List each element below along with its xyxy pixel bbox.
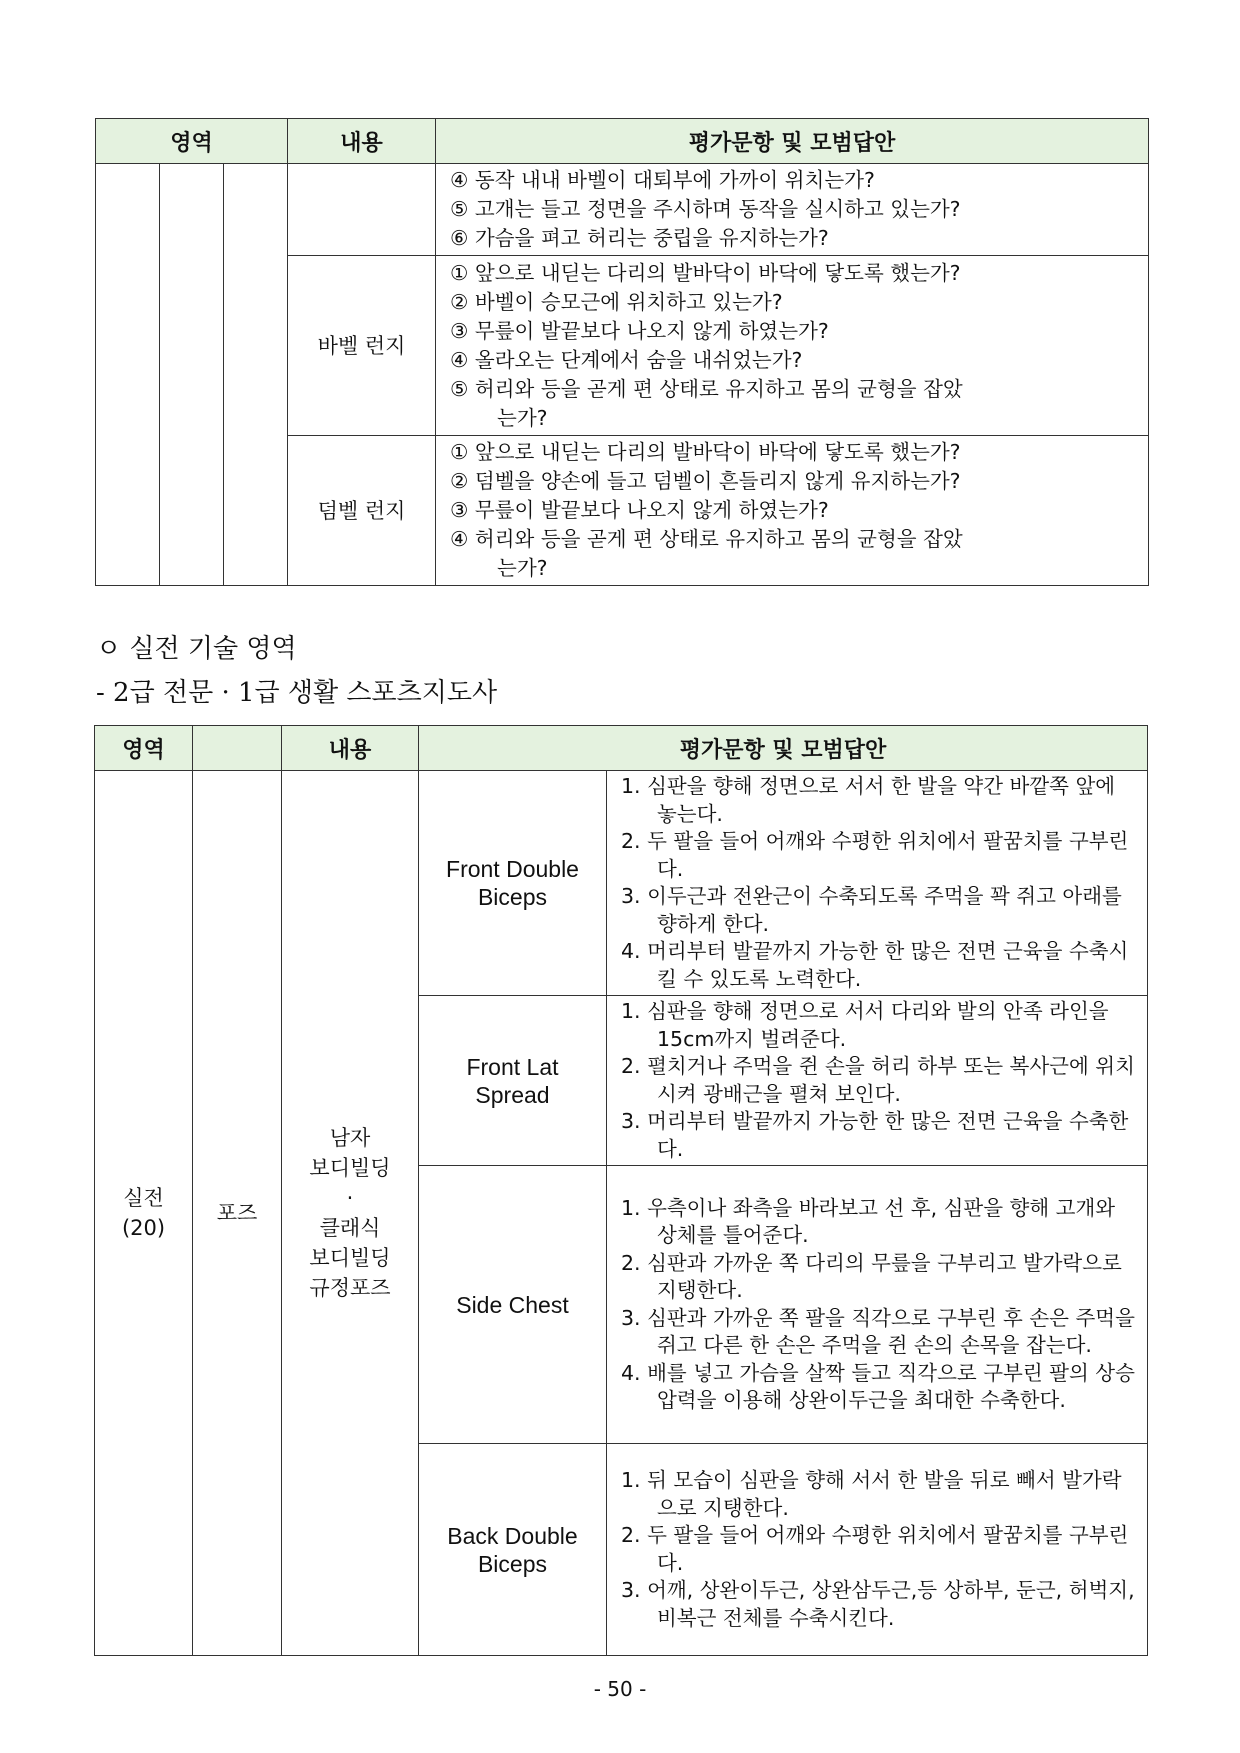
- table-row: [96, 164, 1149, 256]
- table1-area-cell-3: [224, 164, 288, 586]
- area-points: (20): [121, 1216, 166, 1240]
- section-subtitle: - 2급 전문 · 1급 생활 스포츠지도사: [96, 678, 498, 708]
- table1-header-content: 내용: [288, 119, 436, 164]
- area-label: 실전: [123, 1186, 164, 1210]
- list-item: ① 앞으로 내딛는 다리의 발바닥이 바닥에 닿도록 했는가?: [450, 440, 961, 464]
- table2-header-area: 영역: [95, 726, 193, 771]
- list-item: ④ 동작 내내 바벨이 대퇴부에 가까이 위치는가?: [450, 168, 875, 192]
- section-title: ㅇ 실전 기술 영역: [96, 634, 297, 664]
- list-item: 1. 심판을 향해 정면으로 서서 한 발을 약간 바깥쪽 앞에 놓는다.: [621, 774, 1116, 826]
- pose-name-cell: [419, 1166, 607, 1444]
- list-item: ② 덤벨을 양손에 들고 덤벨이 흔들리지 않게 유지하는가?: [450, 469, 961, 493]
- table1-items-cell: [436, 256, 1149, 436]
- pose-name: Front Lat: [466, 1053, 559, 1080]
- pose-name: Spread: [475, 1081, 550, 1108]
- evaluation-table-1: [95, 118, 1149, 586]
- category-cell: 포즈: [193, 771, 282, 1656]
- pose-criteria-cell: [607, 1166, 1148, 1444]
- list-item: ④ 올라오는 단계에서 숨을 내쉬었는가?: [450, 347, 803, 372]
- table1-items-cell: [436, 436, 1149, 586]
- content-cell: [282, 771, 419, 1656]
- table1-header-criteria: 평가문항 및 모범답안: [436, 119, 1149, 164]
- table1-content-cell: 바벨 런지: [288, 256, 436, 436]
- content-line: 보디빌딩: [309, 1156, 391, 1180]
- list-item: ⑥ 가슴을 펴고 허리는 중립을 유지하는가?: [450, 226, 829, 250]
- content-line: 남자: [329, 1126, 371, 1150]
- list-item-continuation: 는가?: [497, 556, 548, 580]
- pose-criteria-cell: [607, 996, 1148, 1166]
- list-item: 1. 뒤 모습이 심판을 향해 서서 한 발을 뒤로 빼서 발가락으로 지탱한다.: [621, 1468, 1122, 1520]
- table2-header-empty: [193, 726, 282, 771]
- content-line: ·: [346, 1186, 354, 1210]
- table2-header-criteria: 평가문항 및 모범답안: [419, 726, 1148, 771]
- list-item: 3. 심판과 가까운 쪽 팔을 직각으로 구부린 후 손은 주먹을 쥐고 다른 한 손은 주먹을 쥔 손의 손목을 잡는다.: [621, 1305, 1135, 1357]
- table1-area-cell-1: [96, 164, 160, 586]
- list-item: 3. 이두근과 전완근이 수축되도록 주먹을 꽉 쥐고 아래를 향하게 한다.: [621, 884, 1122, 936]
- page-number: - 50 -: [593, 1677, 647, 1701]
- list-item: ② 바벨이 승모근에 위치하고 있는가?: [450, 289, 783, 314]
- evaluation-table-2: [94, 725, 1148, 1656]
- table1-area-cell-2: [160, 164, 224, 586]
- list-item: 4. 배를 넣고 가슴을 살짝 들고 직각으로 구부린 팔의 상승 압력을 이용해 상완이두근을 최대한 수축한다.: [621, 1360, 1135, 1412]
- list-item: 2. 심판과 가까운 쪽 다리의 무릎을 구부리고 발가락으로 지탱한다.: [621, 1250, 1122, 1302]
- area-cell: [95, 771, 193, 1656]
- list-item: 1. 심판을 향해 정면으로 서서 다리와 발의 안족 라인을 15cm까지 벌려준다.: [621, 999, 1109, 1051]
- list-item: 2. 두 팔을 들어 어깨와 수평한 위치에서 팔꿈치를 구부린다.: [621, 829, 1129, 881]
- list-item: 4. 머리부터 발끝까지 가능한 한 많은 전면 근육을 수축시킬 수 있도록 노력한다.: [621, 939, 1129, 991]
- list-item: ③ 무릎이 발끝보다 나오지 않게 하였는가?: [450, 318, 829, 343]
- table1-content-cell: 덤벨 런지: [288, 436, 436, 586]
- list-item: 2. 두 팔을 들어 어깨와 수평한 위치에서 팔꿈치를 구부린다.: [621, 1523, 1129, 1575]
- table1-content-cell: [288, 164, 436, 256]
- table2-header-row: [95, 726, 1148, 771]
- table1-header-row: [96, 119, 1149, 164]
- list-item: ④ 허리와 등을 곧게 편 상태로 유지하고 몸의 균형을 잡았: [450, 527, 963, 551]
- table1-header-area: 영역: [96, 119, 288, 164]
- pose-name: Side Chest: [456, 1291, 569, 1318]
- content-line: 규정포즈: [309, 1276, 391, 1300]
- list-item-continuation: 는가?: [497, 405, 548, 430]
- list-item: ⑤ 고개는 들고 정면을 주시하며 동작을 실시하고 있는가?: [450, 197, 961, 221]
- table-row: [95, 771, 1148, 996]
- content-line: 보디빌딩: [309, 1246, 391, 1270]
- list-item: 1. 우측이나 좌측을 바라보고 선 후, 심판을 향해 고개와 상체를 틀어준다.: [621, 1195, 1116, 1247]
- list-item: 3. 머리부터 발끝까지 가능한 한 많은 전면 근육을 수축한다.: [621, 1109, 1129, 1161]
- pose-name: Front Double: [446, 856, 579, 882]
- list-item: ① 앞으로 내딛는 다리의 발바닥이 바닥에 닿도록 했는가?: [450, 260, 961, 285]
- pose-name-cell: [419, 771, 607, 996]
- list-item: 2. 펼치거나 주먹을 쥔 손을 허리 하부 또는 복사근에 위치시켜 광배근을 펼쳐 보인다.: [621, 1054, 1135, 1106]
- pose-name: Biceps: [477, 884, 548, 910]
- list-item: 3. 어깨, 상완이두근, 상완삼두근,등 상하부, 둔근, 허벅지, 비복근 전체를 수축시킨다.: [621, 1578, 1135, 1630]
- pose-name-cell: [419, 1444, 607, 1656]
- pose-name: Biceps: [477, 1550, 548, 1577]
- table1-items-cell: [436, 164, 1149, 256]
- pose-criteria-cell: [607, 771, 1148, 996]
- pose-name-cell: [419, 996, 607, 1166]
- table2-header-content: 내용: [282, 726, 419, 771]
- pose-name: Back Double: [447, 1522, 578, 1549]
- list-item: ⑤ 허리와 등을 곧게 편 상태로 유지하고 몸의 균형을 잡았: [450, 376, 963, 401]
- content-line: 클래식: [319, 1216, 381, 1240]
- list-item: ③ 무릎이 발끝보다 나오지 않게 하였는가?: [450, 498, 829, 522]
- pose-criteria-cell: [607, 1444, 1148, 1656]
